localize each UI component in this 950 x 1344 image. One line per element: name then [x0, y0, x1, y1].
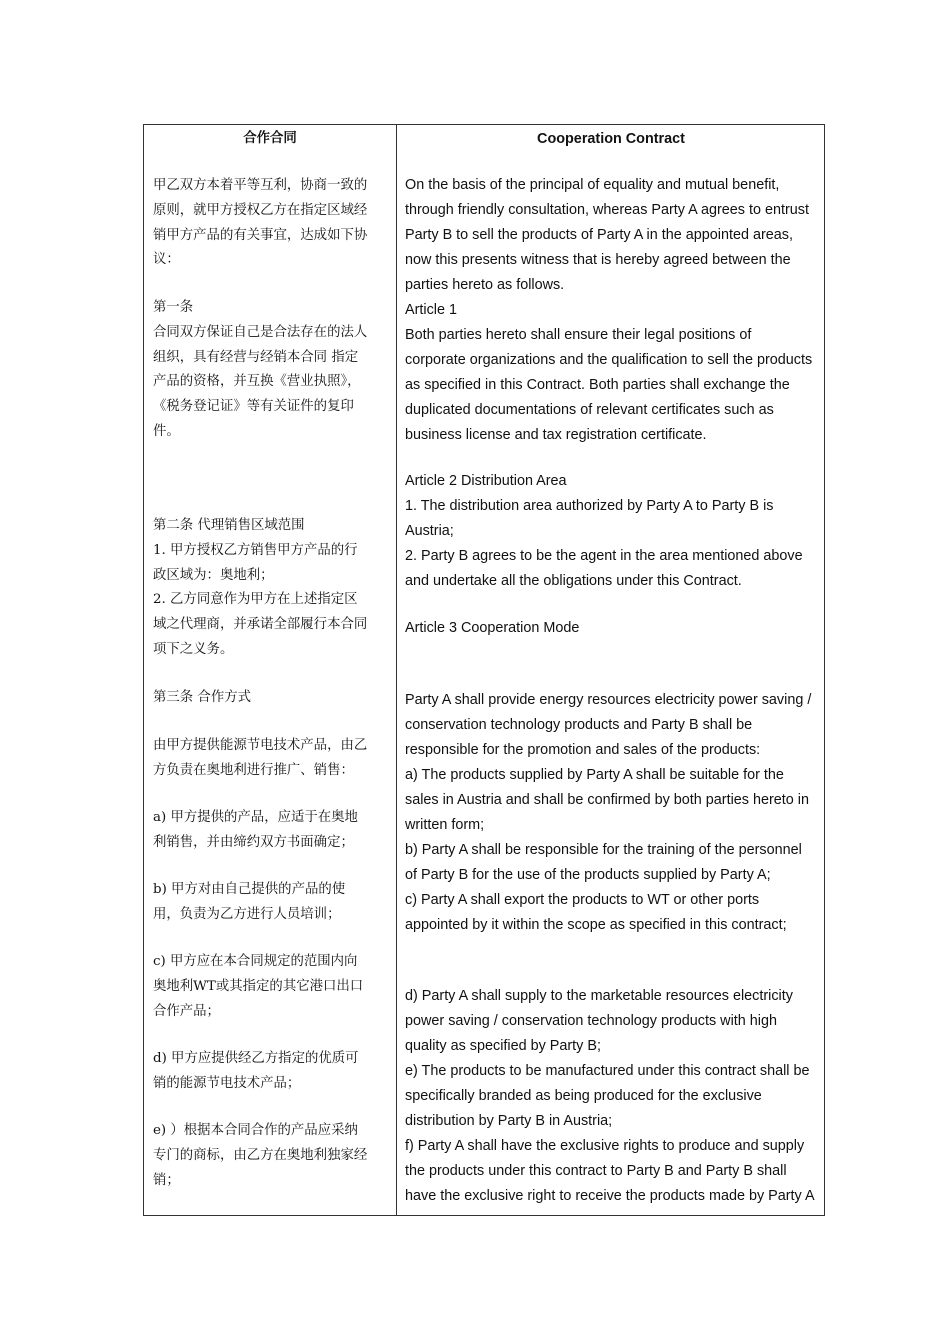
column-divider: [396, 125, 397, 1215]
en-preamble-article-1: On the basis of the principal of equality and mutual benefit, through friendly consultation, whereas Party A agrees to entrust Party B to sell the products of Party A in the appointed areas, now this presents witness that is hereby agreed between the parties hereto as follows. Article 1 Both parties hereto shall ensure their legal positions of corporate organizations and the qualification to sell the products as specified in this Contract. Both parties shall exchange the duplicated documentations of relevant certificates such as business license and tax registration certificate.: [405, 177, 813, 443]
cn-article-3-title: 第三条 合作方式: [153, 690, 251, 705]
cn-item-e: e) ）根据本合同合作的产品应采纳 专门的商标，由乙方在奥地利独家经 销；: [153, 1123, 368, 1188]
cn-article-1: 第一条 合同双方保证自己是合法存在的法人 组织，具有经营与经销本合同 指定 产品的资格，并互换《营业执照》， 《税务登记证》等有关证件的复印 件。: [153, 300, 368, 439]
header-chinese: 合作合同: [243, 131, 297, 146]
header-english: Cooperation Contract: [537, 131, 685, 147]
en-article-3-items-d-f: d) Party A shall supply to the marketable resources electricity power saving / conservation technology products with high quality as specified by Party B; e) The products to be manufactured under this contract shall be specifically branded as being produced for the exclusive distribution by Party B in Austria; f) Party A shall have the exclusive rights to produce and supply the products under this contract to Party B and Party B shall have the exclusive right to receive the products made by Party A: [405, 988, 815, 1204]
cn-item-c: c) 甲方应在本合同规定的范围内向 奥地利WT或其指定的其它港口出口 合作产品；: [153, 954, 364, 1019]
cn-article-2: 第二条 代理销售区域范围 1. 甲方授权乙方销售甲方产品的行 政区域为：奥地利； 2. 乙方同意作为甲方在上述指定区 域之代理商，并承诺全部履行本合同 项下之义务。: [153, 518, 368, 657]
en-article-3-items-a-c: Party A shall provide energy resources electricity power saving / conservation technology products and Party B shall be responsible for the promotion and sales of the products: a) The products supplied by Party A shall be suitable for the sales in Austria and shall be confirmed by both parties hereto in written form; b) Party A shall be responsible for the training of the personnel of Party B for the use of the products supplied by Party A; c) Party A shall export the products to WT or other ports appointed by it within the scope as specified in this contract;: [405, 692, 812, 933]
cn-preamble: 甲乙双方本着平等互利，协商一致的 原则，就甲方授权乙方在指定区域经 销甲方产品的有关事宜，达成如下协 议：: [153, 178, 368, 268]
cn-item-a: a) 甲方提供的产品，应适于在奥地 利销售，并由缔约双方书面确定；: [153, 810, 358, 850]
cn-article-3-intro: 由甲方提供能源节电技术产品，由乙 方负责在奥地利进行推广、销售：: [153, 738, 368, 778]
en-article-2: Article 2 Distribution Area 1. The distribution area authorized by Party A to Party B is Austria; 2. Party B agrees to be the agent in the area mentioned above and undertake all the obligations under this Contract.: [405, 473, 803, 589]
cn-item-b: b) 甲方对由自己提供的产品的使 用，负责为乙方进行人员培训；: [153, 882, 346, 922]
contract-table: [143, 124, 825, 1216]
en-article-3-title: Article 3 Cooperation Mode: [405, 620, 580, 636]
cn-item-d: d) 甲方应提供经乙方指定的优质可 销的能源节电技术产品；: [153, 1051, 359, 1091]
